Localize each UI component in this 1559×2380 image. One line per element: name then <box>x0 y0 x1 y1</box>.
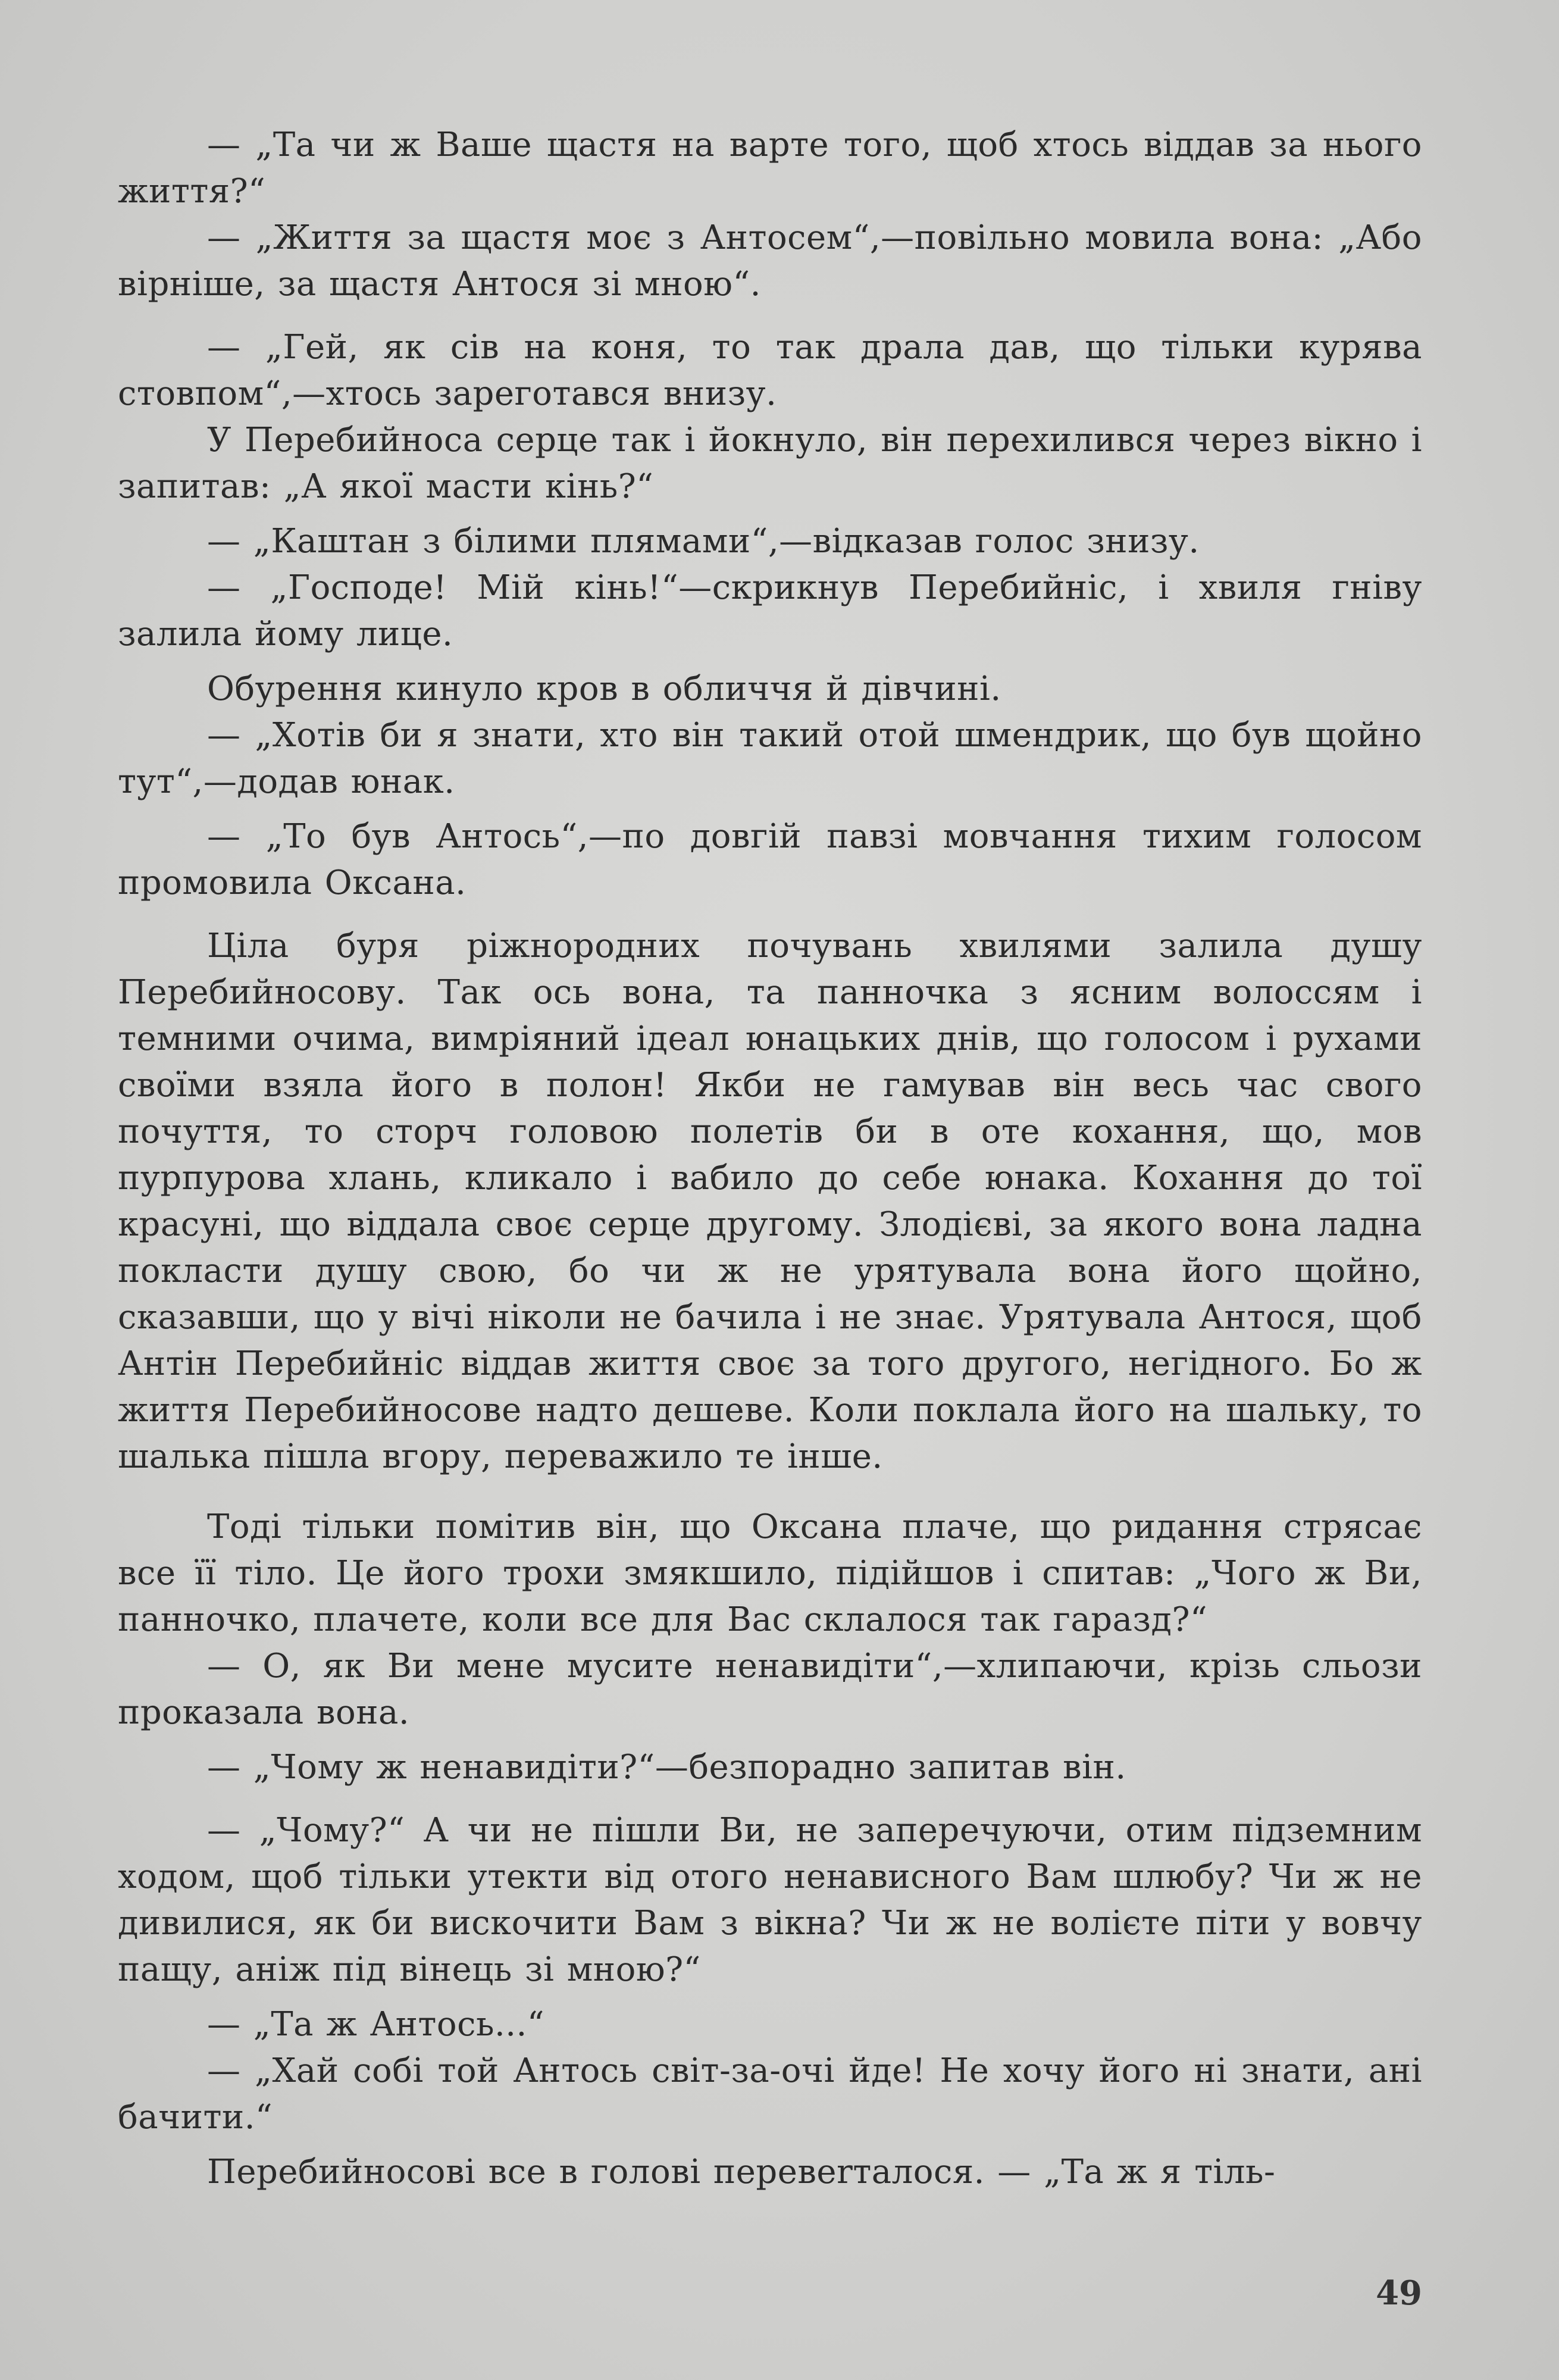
paragraph-10: Ціла буря ріжнородних почувань хвилями залила душу Перебийносову. Так ось вона, та панночка з ясним волоссям і темними очима, вимріяний ідеал юнацьких днів, що голосом і рухами своїми взяла його в полон! Якби не гамував він весь час свого почуття, то сторч головою полетів би в оте кохання, що, мов пурпурова хлань, кликало і вабило до себе юнака. Кохання до тої красуні, що віддала своє серце другому. Злодієві, за якого вона ладна покласти душу свою, бо чи ж не урятувала вона його щойно, сказавши, що у вічі ніколи не бачила і не знає. Урятувала Антося, щоб Антін Перебийніс віддав життя своє за того другого, негідного. Бо ж життя Перебийносове надто дешеве. Коли поклала його на шальку, то шалька пішла вгору, переважило те інше. <box>118 927 1422 1476</box>
paragraph-8: — „Хотів би я знати, хто він такий отой шмендрик, що був щойно тут“,—додав юнак. <box>118 716 1422 801</box>
paragraph-2: — „Життя за щастя моє з Антосем“,—повільно мовила вона: „Або вірніше, за щастя Антося зі мною“. <box>118 218 1422 304</box>
paragraph-4: У Перебийноса серце так і йокнуло, він перехилився через вікно і запитав: „А якої масти кінь?“ <box>118 421 1422 506</box>
paragraph-11: Тоді тільки помітив він, що Оксана плаче, що ридання стрясає все її тіло. Це його трохи змякшило, підійшов і спитав: „Чого ж Ви, панночко, плачете, коли все для Вас склалося так гаразд?“ <box>118 1508 1422 1639</box>
paragraph-17: Перебийносові все в голові перевerталося. — „Та ж я тіль- <box>207 2153 1276 2191</box>
paragraph-9: — „То був Антось“,—по довгій павзі мовчання тихим голосом промовила Оксана. <box>118 817 1422 902</box>
page-body <box>118 122 1422 2196</box>
paragraph-1: — „Та чи ж Ваше щастя на варте того, щоб хтось віддав за нього життя?“ <box>118 126 1422 211</box>
paragraph-7: Обурення кинуло кров в обличчя й дівчині. <box>207 670 1001 708</box>
paragraph-3: — „Гей, як сів на коня, то так драла дав, що тільки курява стовпом“,—хтось зареготався внизу. <box>118 328 1422 413</box>
page-number: 49 <box>1376 2273 1422 2313</box>
paragraph-5: — „Каштан з білими плямами“,—відказав голос знизу. <box>207 522 1200 561</box>
paragraph-13: — „Чому ж ненавидіти?“—безпорадно запитав він. <box>207 1748 1126 1787</box>
paragraph-6: — „Господе! Мій кінь!“—скрикнув Перебийніс, і хвиля гніву залила йому лице. <box>118 568 1422 653</box>
paragraph-14: — „Чому?“ А чи не пішли Ви, не заперечуючи, отим підземним ходом, щоб тільки утекти від отого ненависного Вам шлюбу? Чи ж не дивилися, як би вискочити Вам з вікна? Чи ж не волієте піти у вовчу пащу, аніж під вінець зі мною?“ <box>118 1811 1422 1989</box>
paragraph-12: — О, як Ви мене мусите ненавидіти“,—хлипаючи, крізь сльози проказала вона. <box>118 1647 1422 1732</box>
paragraph-15: — „Та ж Антось...“ <box>207 2005 544 2044</box>
paragraph-16: — „Хай собі той Антось світ-за-очі йде! Не хочу його ні знати, ані бачити.“ <box>118 2051 1422 2137</box>
